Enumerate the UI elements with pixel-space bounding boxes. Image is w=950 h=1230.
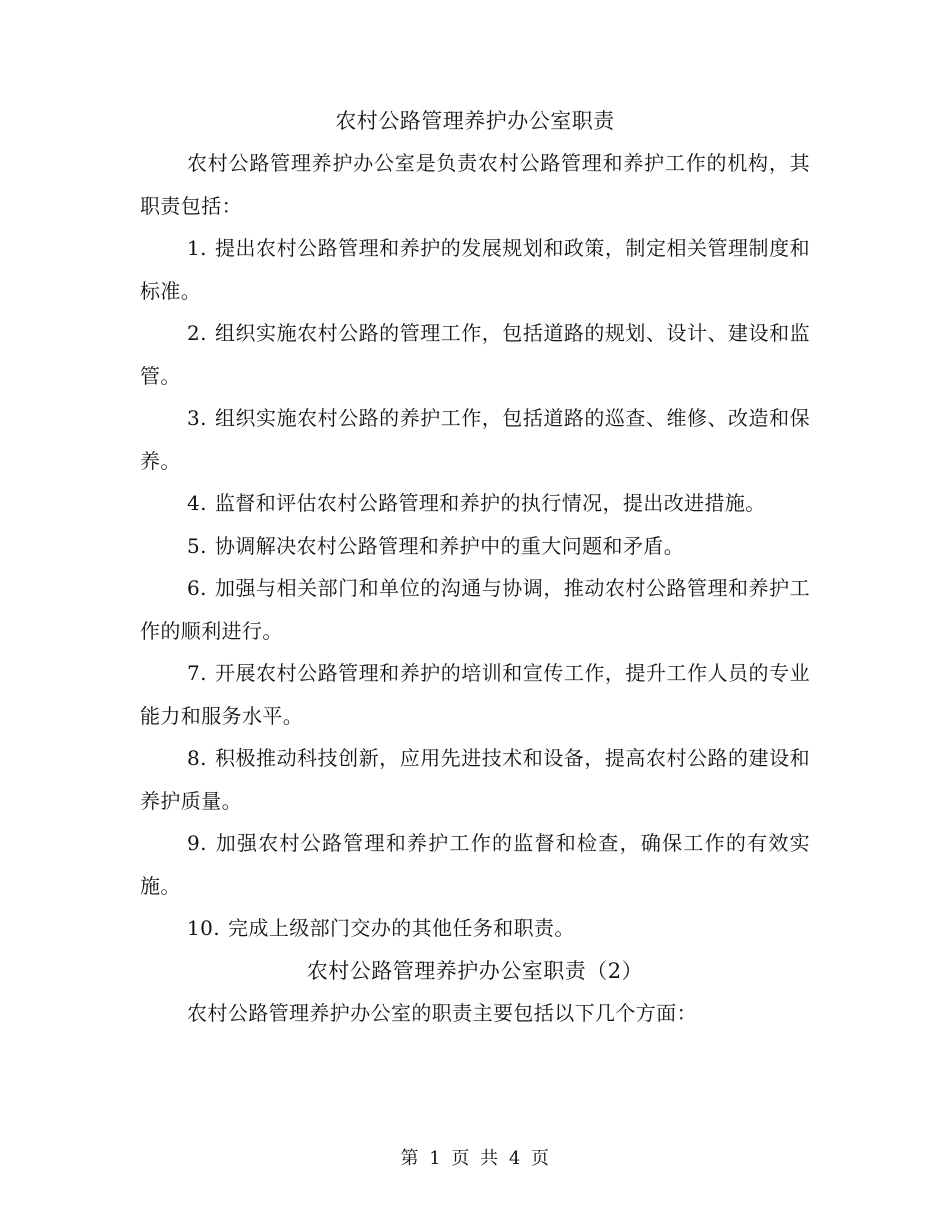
item-text: 开展农村公路管理和养护的培训和宣传工作，提升工作人员的专业能力和服务水平。 [140,661,810,728]
list-item [140,397,810,482]
item-text: 加强与相关部门和单位的沟通与协调，推动农村公路管理和养护工作的顺利进行。 [140,576,810,643]
document-title: 农村公路管理养护办公室职责 [335,109,615,133]
item-number: 3. [187,406,207,430]
item-text: 积极推动科技创新，应用先进技术和设备，提高农村公路的建设和养护质量。 [140,746,810,813]
page-footer: 第 1 页 共 4 页 [400,1148,550,1169]
item-number: 4. [187,491,207,515]
item-text: 提出农村公路管理和养护的发展规划和政策，制定相关管理制度和标准。 [140,236,810,303]
item-number: 9. [187,831,207,855]
document-body [140,100,810,1034]
item-text: 协调解决农村公路管理和养护中的重大问题和矛盾。 [214,533,685,558]
item-number: 5. [187,533,207,558]
list-item [140,737,810,822]
list-item [140,822,810,907]
item-text: 组织实施农村公路的管理工作，包括道路的规划、设计、建设和监管。 [140,321,810,388]
list-item [140,312,810,397]
item-number: 2. [187,321,207,345]
list-item [140,907,810,950]
item-number: 10. [187,916,221,940]
item-number: 8. [187,746,207,770]
intro-paragraph: 农村公路管理养护办公室是负责农村公路管理和养护工作的机构，其职责包括： [140,151,810,218]
item-number: 6. [187,576,207,600]
section-intro-paragraph: 农村公路管理养护办公室的职责主要包括以下几个方面： [187,1000,697,1025]
list-item [140,482,810,525]
section-title: 农村公路管理养护办公室职责（2） [306,958,644,983]
list-item [140,525,810,568]
item-text: 监督和评估农村公路管理和养护的执行情况，提出改进措施。 [214,491,766,515]
item-number: 7. [187,661,207,685]
item-number: 1. [187,236,207,260]
list-item [140,652,810,737]
list-item [140,567,810,652]
item-text: 完成上级部门交办的其他任务和职责。 [228,916,575,940]
item-text: 加强农村公路管理和养护工作的监督和检查，确保工作的有效实施。 [140,831,810,898]
item-text: 组织实施农村公路的养护工作，包括道路的巡查、维修、改造和保养。 [140,406,810,473]
list-item [140,227,810,312]
